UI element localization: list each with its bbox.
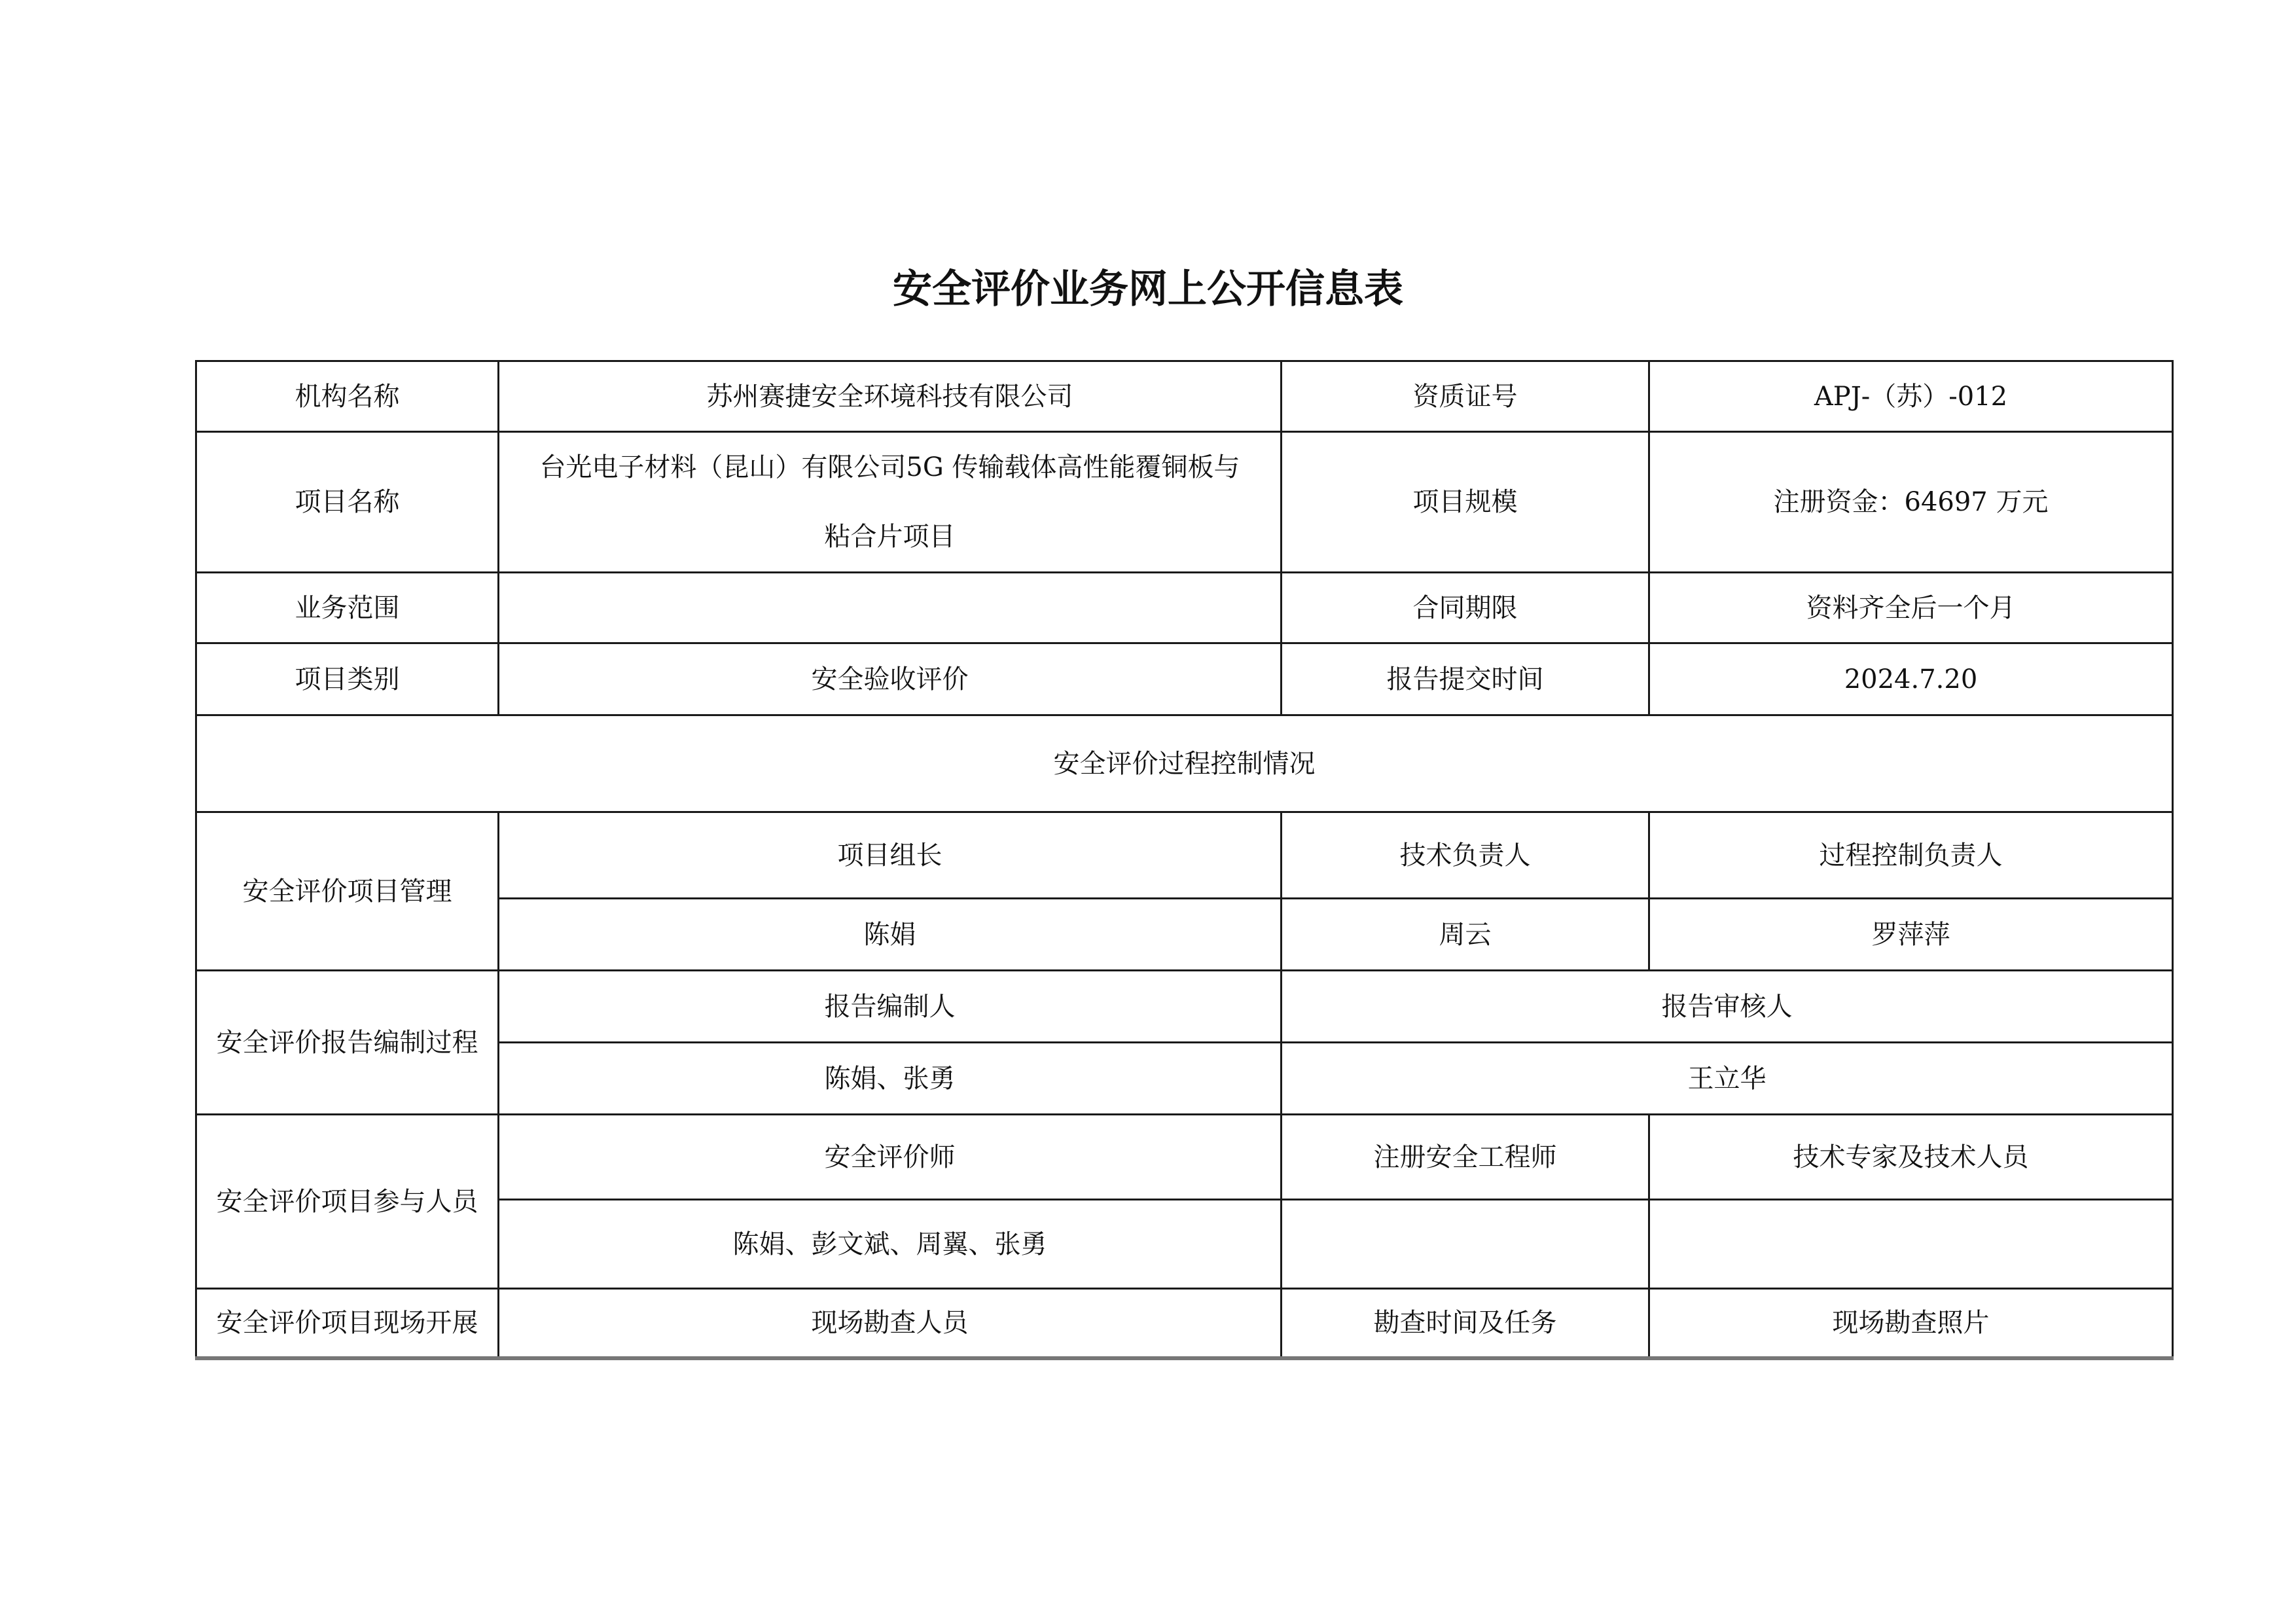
staff-label: 安全评价项目参与人员: [196, 1115, 499, 1289]
scope-label: 业务范围: [196, 573, 499, 643]
document-title: 安全评价业务网上公开信息表: [893, 266, 1403, 312]
evaluators-value: 陈娟、彭文斌、周翼、张勇: [499, 1200, 1282, 1289]
tech-lead-label: 技术负责人: [1282, 812, 1649, 899]
submit-value: 2024.7.20: [1649, 643, 2173, 715]
site-label: 安全评价项目现场开展: [196, 1289, 499, 1358]
cert-value: APJ-（苏）-012: [1649, 361, 2173, 432]
org-name-label: 机构名称: [196, 361, 499, 432]
table-row: [196, 1115, 2173, 1200]
project-name-value: [499, 432, 1282, 573]
section-title: 安全评价过程控制情况: [196, 715, 2173, 812]
table-row: [196, 715, 2173, 812]
table-row: [196, 361, 2173, 432]
site-staff-label: 现场勘查人员: [499, 1289, 1282, 1358]
engineer-label: 注册安全工程师: [1282, 1115, 1649, 1200]
scale-value: 注册资金：64697 万元: [1649, 432, 2173, 573]
table-row: [196, 643, 2173, 715]
reviewer-value: 王立华: [1282, 1043, 2173, 1115]
info-table: [195, 360, 2174, 1360]
expert-label: 技术专家及技术人员: [1649, 1115, 2173, 1200]
table-row: [196, 1289, 2173, 1358]
cert-label: 资质证号: [1282, 361, 1649, 432]
report-label: 安全评价报告编制过程: [196, 971, 499, 1115]
table-row: [196, 971, 2173, 1043]
project-name-line: 台光电子材料（昆山）有限公司5G 传输载体高性能覆铜板与: [539, 452, 1240, 482]
authors-value: 陈娟、张勇: [499, 1043, 1282, 1115]
mgmt-label: 安全评价项目管理: [196, 812, 499, 971]
reviewer-label: 报告审核人: [1282, 971, 2173, 1043]
author-label: 报告编制人: [499, 971, 1282, 1043]
leader-label: 项目组长: [499, 812, 1282, 899]
table-row: [196, 812, 2173, 899]
project-name-label: 项目名称: [196, 432, 499, 573]
process-lead-label: 过程控制负责人: [1649, 812, 2173, 899]
scale-label: 项目规模: [1282, 432, 1649, 573]
site-photo-label: 现场勘查照片: [1649, 1289, 2173, 1358]
leader-value: 陈娟: [499, 899, 1282, 971]
evaluator-label: 安全评价师: [499, 1115, 1282, 1200]
org-name-value: 苏州赛捷安全环境科技有限公司: [499, 361, 1282, 432]
tech-lead-value: 周云: [1282, 899, 1649, 971]
contract-value: 资料齐全后一个月: [1649, 573, 2173, 643]
project-name-line: 粘合片项目: [824, 522, 956, 552]
process-lead-value: 罗萍萍: [1649, 899, 2173, 971]
site-time-label: 勘查时间及任务: [1282, 1289, 1649, 1358]
table-row: [196, 432, 2173, 573]
category-value: 安全验收评价: [499, 643, 1282, 715]
contract-label: 合同期限: [1282, 573, 1649, 643]
scope-value: [499, 573, 1282, 643]
experts-value: [1649, 1200, 2173, 1289]
category-label: 项目类别: [196, 643, 499, 715]
table-row: [196, 573, 2173, 643]
submit-label: 报告提交时间: [1282, 643, 1649, 715]
engineers-value: [1282, 1200, 1649, 1289]
